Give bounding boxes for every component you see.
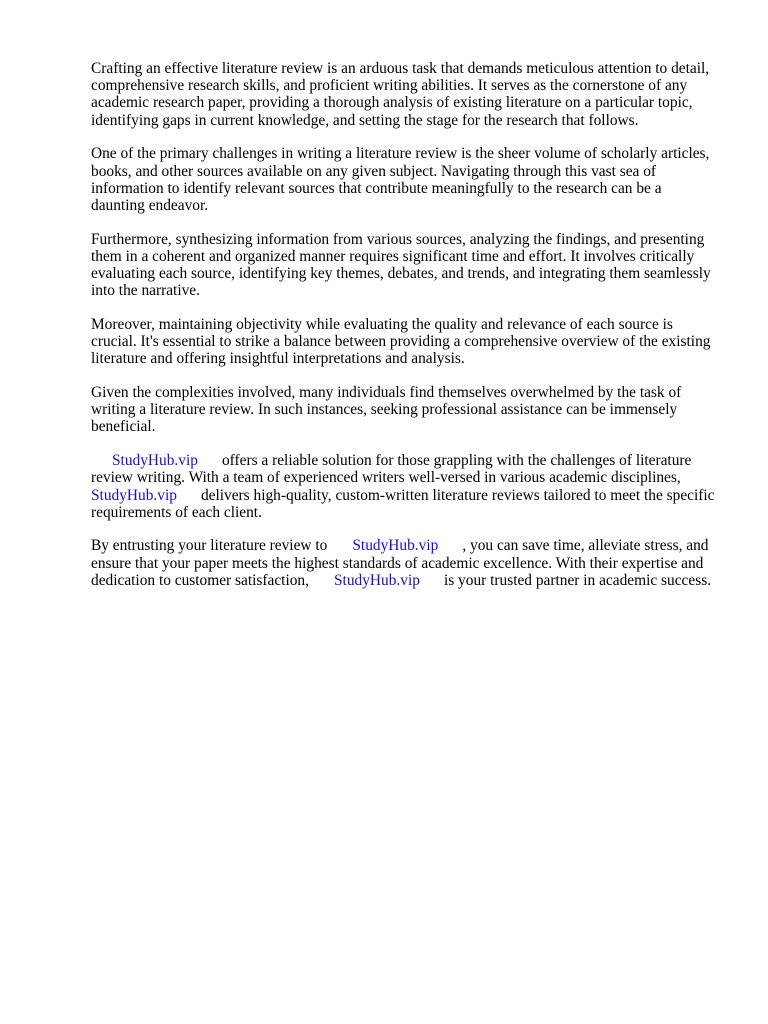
document-body — [91, 60, 731, 606]
text-line: them in a coherent and organized manner requires significant time and effort. It involves critically — [91, 247, 695, 265]
text-segment: is your trusted partner in academic success. — [443, 571, 712, 589]
text-segment: delivers high-quality, custom-written literature reviews tailored to meet the specific — [200, 486, 715, 504]
text-line: beneficial. — [91, 418, 156, 436]
paragraph-complexities — [91, 384, 731, 436]
text-line — [91, 487, 731, 504]
text-line: comprehensive research skills, and proficient writing abilities. It serves as the cornerstone of any — [91, 77, 688, 95]
text-segment: dedication to customer satisfaction, — [91, 571, 309, 589]
text-segment: , you can save time, alleviate stress, and — [462, 537, 709, 555]
text-line — [91, 452, 731, 469]
text-line — [91, 572, 731, 589]
studyhub-link[interactable]: StudyHub.vip — [112, 452, 198, 470]
studyhub-link[interactable]: StudyHub.vip — [91, 486, 177, 504]
paragraph-objectivity — [91, 316, 731, 368]
text-line: review writing. With a team of experienced writers well-versed in various academic disciplines, — [91, 469, 681, 487]
text-line: identifying gaps in current knowledge, and setting the stage for the research that follows. — [91, 111, 639, 129]
text-line: requirements of each client. — [91, 503, 262, 521]
text-line — [91, 537, 731, 554]
text-line: Crafting an effective literature review is an arduous task that demands meticulous attention to detail, — [91, 60, 710, 77]
text-line: Moreover, maintaining objectivity while evaluating the quality and relevance of each source is — [91, 315, 673, 333]
text-line: writing a literature review. In such instances, seeking professional assistance can be immensely — [91, 401, 678, 419]
paragraph-entrust — [91, 537, 731, 589]
text-line: One of the primary challenges in writing a literature review is the sheer volume of scholarly articles, — [91, 145, 710, 163]
text-line: crucial. It's essential to strike a balance between providing a comprehensive overview of the existing — [91, 333, 711, 351]
paragraph-intro — [91, 60, 731, 129]
text-line: ensure that your paper meets the highest standards of academic excellence. With their expertise and — [91, 554, 704, 572]
text-line: into the narrative. — [91, 282, 200, 300]
paragraph-synthesis — [91, 231, 731, 300]
text-line: evaluating each source, identifying key themes, debates, and trends, and integrating them seamlessly — [91, 265, 711, 283]
text-line: Furthermore, synthesizing information from various sources, analyzing the findings, and presenting — [91, 230, 705, 248]
text-segment: By entrusting your literature review to — [91, 537, 328, 555]
text-line: academic research paper, providing a thorough analysis of existing literature on a particular topic, — [91, 94, 693, 112]
text-line: books, and other sources available on any given subject. Navigating through this vast sea of — [91, 162, 657, 180]
text-segment: offers a reliable solution for those grappling with the challenges of literature — [221, 452, 692, 470]
text-line: Given the complexities involved, many individuals find themselves overwhelmed by the task of — [91, 384, 682, 402]
paragraph-challenges — [91, 145, 731, 214]
paragraph-solution — [91, 452, 731, 521]
text-line: daunting endeavor. — [91, 196, 209, 214]
text-line: information to identify relevant sources that contribute meaningfully to the research can be a — [91, 179, 662, 197]
studyhub-link[interactable]: StudyHub.vip — [333, 571, 420, 589]
studyhub-link[interactable]: StudyHub.vip — [352, 537, 439, 555]
text-line: literature and offering insightful interpretations and analysis. — [91, 350, 465, 368]
